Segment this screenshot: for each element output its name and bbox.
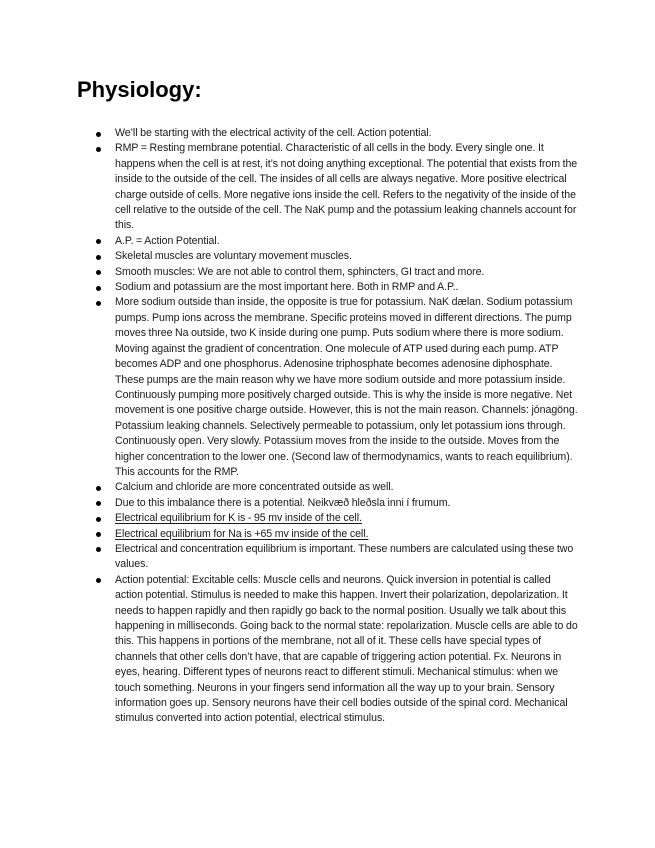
bullet-text: RMP = Resting membrane potential. Characteristic of all cells in the body. Every single one. It happens when the cell is at rest, it’s not doing anything exceptional. The potential that exists from the inside to the outside of the cell. The insides of all cells are always negative. More positive electrical charge outside of cells. More negative ions inside the cell. Refers to the negativity of the inside of the cell relative to the outside of the cell. The NaK pump and the potassium leaking channels account for this.	[115, 142, 578, 232]
bullet-dot-icon	[96, 547, 101, 552]
bullet-text: Electrical and concentration equilibrium is important. These numbers are calculated using these two values.	[115, 542, 574, 571]
bullet-text: Electrical equilibrium for K is - 95 mv inside of the cell.	[115, 512, 362, 525]
bullet-text: A.P. = Action Potential.	[115, 234, 220, 247]
bullet-dot-icon	[96, 286, 101, 291]
bullet-item	[96, 234, 580, 249]
bullet-item	[96, 295, 580, 480]
bullet-dot-icon	[96, 270, 101, 275]
bullet-text: Action potential: Excitable cells: Muscle cells and neurons. Quick inversion in potential is called action potential. Stimulus is needed to make this happen. Invert their polarization, depolarization. It needs to happen rapidly and then rapidly go back to the normal position. Usually we talk about this happening in milliseconds. Going back to the normal state: repolarization. Muscle cells are able to do this. This happens in portions of the membrane, not all of it. These cells have special types of channels that other cells don’t have, that are capable of triggering action potential. Fx. Neurons in eyes, hearing. Different types of neurons react to different stimuli. Mechanical stimulus: when we touch something. Neurons in your fingers send information all the way up to your brain. Sensory information goes up. Sensory neurons have their cell bodies outside of the spinal cord. Mechanical stimulus converted into action potential, electrical stimulus.	[115, 573, 578, 725]
bullet-item	[96, 480, 580, 495]
bullet-item	[96, 280, 580, 295]
bullet-item	[96, 496, 580, 511]
bullet-text: Sodium and potassium are the most important here. Both in RMP and A.P..	[115, 281, 459, 294]
bullet-item	[96, 573, 580, 727]
bullet-item	[96, 542, 580, 573]
bullet-item	[96, 265, 580, 280]
bullet-dot-icon	[96, 132, 101, 137]
bullet-text: Electrical equilibrium for Na is +65 mv inside of the cell.	[115, 527, 369, 540]
bullet-dot-icon	[96, 532, 101, 537]
bullet-dot-icon	[96, 578, 101, 583]
bullet-dot-icon	[96, 255, 101, 260]
bullet-list	[96, 126, 580, 727]
bullet-dot-icon	[96, 486, 101, 491]
bullet-dot-icon	[96, 517, 101, 522]
bullet-item	[96, 141, 580, 233]
bullet-text: Due to this imbalance there is a potential. Neikvæð hleðsla inni í frumum.	[115, 496, 451, 509]
bullet-item	[96, 527, 580, 542]
bullet-text: Calcium and chloride are more concentrated outside as well.	[115, 481, 394, 494]
bullet-dot-icon	[96, 301, 101, 306]
bullet-dot-icon	[96, 147, 101, 152]
bullet-text: Skeletal muscles are voluntary movement muscles.	[115, 250, 352, 263]
bullet-item	[96, 249, 580, 264]
bullet-dot-icon	[96, 501, 101, 506]
page-title: Physiology:	[77, 77, 202, 102]
bullet-text: Smooth muscles: We are not able to control them, sphincters, GI tract and more.	[115, 265, 485, 278]
bullet-text: More sodium outside than inside, the opposite is true for potassium. NaK dælan. Sodium potassium pumps. Pump ions across the membrane. Specific proteins moved in different directions. The pump moves three Na outside, two K inside during one pump. Puts sodium where there is more sodium. Moving against the gradient of concentration. One molecule of ATP used during each pump. ATP becomes ADP and one phosphorus. Adenosine triphosphate becomes adenosine diphosphate. These pumps are the main reason why we have more sodium outside and more potassium inside. Continuously pumping more positively charged outside. This is why the inside is more negative. Net movement is one positive charge outside. However, this is not the main reason. Channels: jónagöng. Potassium leaking channels. Selectively permeable to potassium, only let potassium ions through. Continuously open. Very slowly. Potassium moves from the inside to the outside. Moves from the higher concentration to the lower one. (Second law of thermodynamics, wants to reach equilibrium). This accounts for the RMP.	[115, 296, 578, 478]
bullet-item	[96, 126, 580, 141]
bullet-dot-icon	[96, 239, 101, 244]
bullet-item	[96, 511, 580, 526]
bullet-text: We’ll be starting with the electrical activity of the cell. Action potential.	[115, 127, 432, 139]
